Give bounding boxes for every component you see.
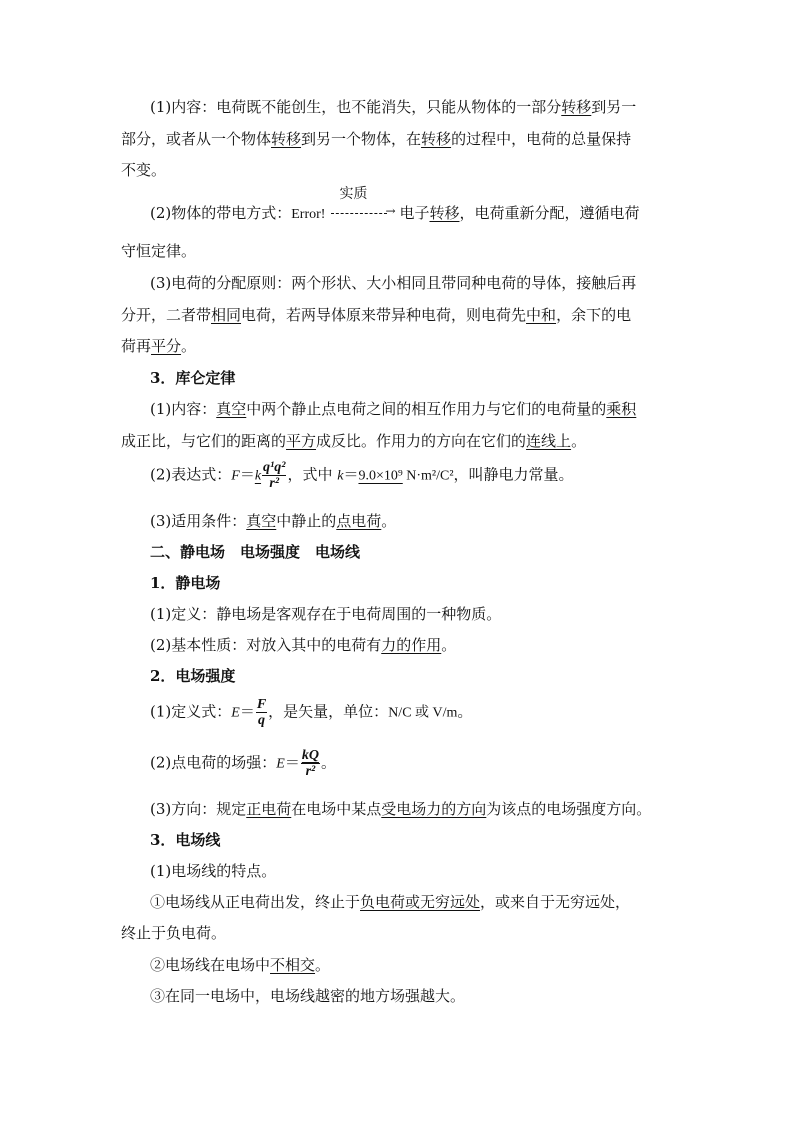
text: ，余下的电 (556, 306, 632, 324)
heading-field-lines: 3．电场线 (150, 831, 221, 849)
text: (2)表达式： (150, 465, 232, 484)
blank-answer: 受电场力的方向 (381, 800, 487, 818)
symbol-k: k (337, 468, 344, 484)
blank-answer: 转移 (421, 130, 452, 148)
heading-static-field: 1．静电场 (150, 574, 221, 592)
text: 分开，二者带 (121, 306, 212, 324)
field-definition-fraction (256, 697, 267, 728)
symbol-E: E (276, 756, 285, 772)
coulomb-conditions (150, 510, 396, 531)
text: 成反比。作用力的方向在它们的 (316, 432, 527, 450)
text: 。 (315, 956, 331, 974)
text: 。 (381, 512, 397, 530)
blank-answer: 点电荷 (336, 512, 382, 530)
heading-coulomb-law: 3．库仑定律 (150, 369, 236, 387)
blank-answer: 转移 (561, 98, 592, 116)
text: (3)方向：规定 (150, 800, 247, 818)
text: 。 (571, 432, 587, 450)
field-direction (150, 798, 651, 819)
blank-answer: 相同 (211, 306, 242, 324)
text: (2)物体的带电方式： (150, 204, 292, 222)
distribution-line2 (121, 304, 631, 325)
fraction-numerator: F (256, 697, 267, 712)
text: ，是矢量，单位： (268, 702, 389, 721)
blank-answer: 力的作用 (381, 636, 442, 654)
arrow-head-icon: → (385, 204, 396, 218)
blank-answer: 9.0×10⁹ (358, 468, 403, 484)
text: ，或来自于无穷远处， (480, 893, 631, 911)
symbol-E: E (231, 705, 240, 721)
coulomb-fraction (262, 460, 286, 491)
text: (2)点电荷的场强： (150, 753, 277, 772)
unit: N·m²/C² (402, 468, 454, 484)
heading-field-strength: 2．电场强度 (150, 667, 236, 685)
text: 。 (320, 753, 336, 772)
fraction-denominator: r² (301, 763, 320, 779)
blank-answer: 连线上 (526, 432, 572, 450)
equals: ＝ (343, 465, 359, 484)
text: (1)内容：电荷既不能创生，也不能消失，只能从物体的一部分 (150, 98, 562, 116)
text: 到另一个物体，在 (301, 130, 422, 148)
text: ，电荷重新分配，遵循电荷 (459, 204, 640, 222)
conservation-content-line1 (150, 96, 636, 117)
text: ②电场线在电场中 (150, 956, 271, 974)
text: (1)定义式： (150, 702, 232, 721)
text: ，式中 (287, 465, 338, 484)
text: (3)适用条件： (150, 512, 247, 530)
text: 荷再 (121, 337, 152, 355)
text: 在电场中某点 (291, 800, 382, 818)
blank-answer: 平分 (151, 337, 182, 355)
blank-answer: 真空 (246, 512, 277, 530)
blank-answer: 真空 (216, 400, 247, 418)
equals: ＝ (284, 753, 300, 772)
fraction-denominator: q (256, 712, 267, 728)
distribution-line3 (121, 335, 196, 356)
conservation-content-line3: 不变。 (121, 161, 167, 179)
distribution-line1: (3)电荷的分配原则：两个形状、大小相同且带同种电荷的导体，接触后再 (150, 274, 637, 292)
fraction-numerator: kQ (301, 748, 319, 763)
conservation-content-line2 (121, 128, 631, 149)
blank-answer: 平方 (286, 432, 317, 450)
coulomb-expression (150, 460, 574, 491)
text: 部分，或者从一个物体 (121, 130, 272, 148)
blank-answer: 负电荷或无穷远处 (360, 893, 481, 911)
field-strength-definition (150, 697, 472, 728)
text: (1)内容： (150, 400, 217, 418)
point-charge-field (150, 748, 336, 779)
blank-answer: 转移 (271, 130, 302, 148)
static-field-property (150, 634, 456, 655)
equals: ＝ (239, 702, 255, 721)
text: 。 (181, 337, 197, 355)
arrow-label: 实质 (339, 186, 368, 202)
text: (2)基本性质：对放入其中的电荷有 (150, 636, 382, 654)
text: 。 (441, 636, 457, 654)
symbol-F: F (231, 468, 240, 484)
blank-answer: 转移 (429, 204, 460, 222)
essence-arrow (329, 186, 396, 223)
text: ，叫静电力常量。 (453, 465, 574, 484)
field-lines-features: (1)电场线的特点。 (150, 862, 277, 880)
fraction-denominator: r² (262, 475, 286, 491)
symbol-k: k (254, 468, 262, 484)
text: ①电场线从正电荷出发，终止于 (150, 893, 361, 911)
text: 中两个静止点电荷之间的相互作用力与它们的电荷量的 (246, 400, 607, 418)
charging-methods-line1 (150, 186, 640, 223)
coulomb-content-line1 (150, 398, 636, 419)
field-lines-feature2 (150, 954, 330, 975)
point-charge-fraction (301, 748, 320, 779)
field-lines-feature1-line1 (150, 891, 630, 912)
equals: ＝ (239, 465, 255, 484)
blank-answer: 不相交 (270, 956, 316, 974)
charging-methods-line2: 守恒定律。 (121, 242, 197, 260)
coulomb-content-line2 (121, 430, 586, 451)
unit: N/C 或 V/m (388, 705, 458, 721)
text: 电荷，若两导体原来带异种电荷，则电荷先 (241, 306, 527, 324)
section-heading-electrostatic-field: 二、静电场 电场强度 电场线 (150, 543, 361, 561)
text: 电子 (399, 204, 430, 222)
arrow-shaft (331, 213, 387, 214)
text: 到另一 (591, 98, 637, 116)
text: 为该点的电场强度方向。 (486, 800, 652, 818)
text: 中静止的 (276, 512, 337, 530)
text: 成正比，与它们的距离的 (121, 432, 287, 450)
static-field-definition: (1)定义：静电场是客观存在于电荷周围的一种物质。 (150, 605, 502, 623)
fraction-numerator: q¹q² (263, 460, 286, 475)
blank-answer: 正电荷 (246, 800, 292, 818)
text: 。 (457, 702, 473, 721)
text: 的过程中，电荷的总量保持 (451, 130, 632, 148)
field-lines-feature1-line2: 终止于负电荷。 (121, 924, 227, 942)
field-lines-feature3: ③在同一电场中，电场线越密的地方场强越大。 (150, 987, 466, 1005)
blank-answer: 乘积 (606, 400, 637, 418)
error-placeholder: Error! (291, 207, 326, 222)
blank-answer: 中和 (526, 306, 557, 324)
